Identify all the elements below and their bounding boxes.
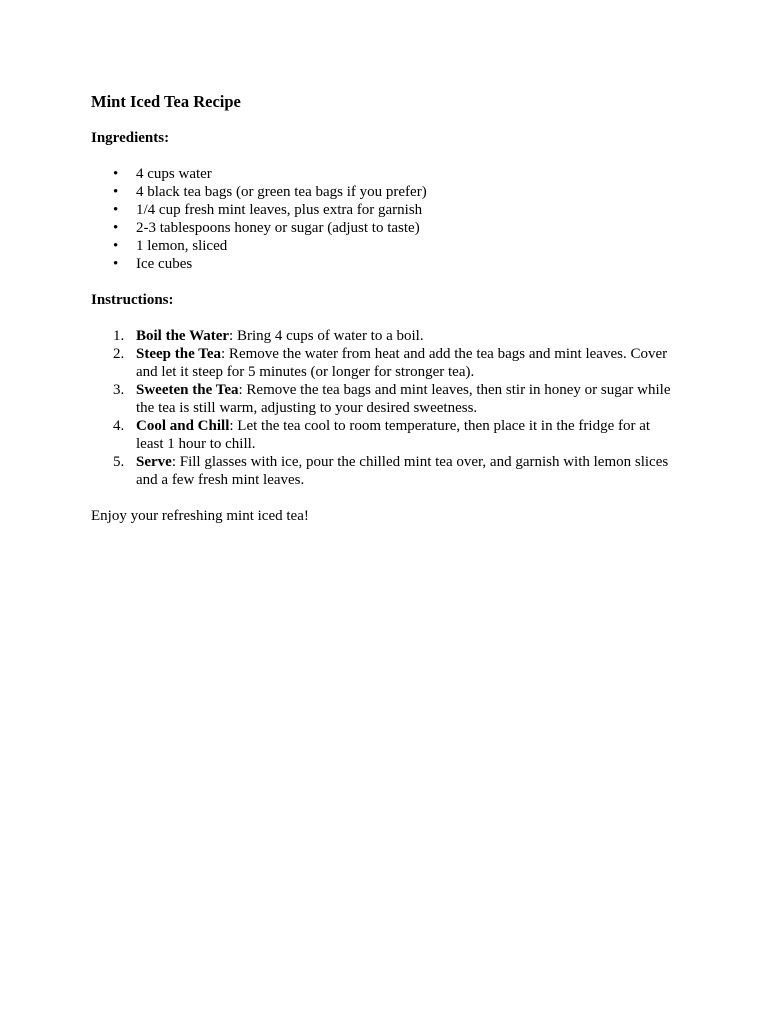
instruction-step xyxy=(113,381,681,417)
ingredients-heading: Ingredients: xyxy=(91,130,170,146)
instructions-heading: Instructions: xyxy=(91,292,174,308)
step-number: 1. xyxy=(113,328,125,344)
step-number: 5. xyxy=(113,454,125,470)
ingredient-text: 4 cups water xyxy=(136,166,212,182)
step-number: 2. xyxy=(113,346,125,362)
ingredient-text: Ice cubes xyxy=(136,256,193,272)
instruction-step xyxy=(113,417,681,453)
instruction-step xyxy=(113,345,681,381)
closing-line: Enjoy your refreshing mint iced tea! xyxy=(91,508,309,524)
bullet-icon: • xyxy=(113,202,119,218)
ingredient-item xyxy=(113,255,681,273)
ingredient-item xyxy=(113,219,681,237)
step-title: Cool and Chill xyxy=(136,418,230,434)
ingredients-list xyxy=(91,165,681,273)
step-text: : Remove the tea bags and mint leaves, then stir in honey or sugar while the tea is still warm, adjusting to your desired sweetness. xyxy=(136,382,671,416)
step-title: Sweeten the Tea xyxy=(136,382,239,398)
instruction-step xyxy=(113,453,681,489)
bullet-icon: • xyxy=(113,220,119,236)
bullet-icon: • xyxy=(113,184,119,200)
step-text: : Remove the water from heat and add the tea bags and mint leaves. Cover and let it steep for 5 minutes (or longer for stronger tea). xyxy=(136,346,668,380)
document-title: Mint Iced Tea Recipe xyxy=(91,92,241,111)
step-title: Serve xyxy=(136,454,172,470)
step-title: Boil the Water xyxy=(136,328,230,344)
ingredient-text: 1 lemon, sliced xyxy=(136,238,228,254)
ingredient-item xyxy=(113,201,681,219)
step-text: : Bring 4 cups of water to a boil. xyxy=(229,328,424,344)
step-text: : Fill glasses with ice, pour the chilled mint tea over, and garnish with lemon slices and a few fresh mint leaves. xyxy=(136,454,669,488)
bullet-icon: • xyxy=(113,166,119,182)
ingredient-text: 1/4 cup fresh mint leaves, plus extra for garnish xyxy=(136,202,423,218)
ingredient-text: 2-3 tablespoons honey or sugar (adjust to taste) xyxy=(136,220,420,236)
step-title: Steep the Tea xyxy=(136,346,222,362)
instructions-list xyxy=(91,327,681,489)
ingredient-text: 4 black tea bags (or green tea bags if you prefer) xyxy=(136,184,427,200)
document-page xyxy=(91,92,681,525)
step-number: 4. xyxy=(113,418,125,434)
step-number: 3. xyxy=(113,382,125,398)
ingredient-item xyxy=(113,165,681,183)
bullet-icon: • xyxy=(113,256,119,272)
bullet-icon: • xyxy=(113,238,119,254)
ingredient-item xyxy=(113,237,681,255)
step-text: : Let the tea cool to room temperature, then place it in the fridge for at least 1 hour to chill. xyxy=(136,418,651,452)
ingredient-item xyxy=(113,183,681,201)
instruction-step xyxy=(113,327,681,345)
